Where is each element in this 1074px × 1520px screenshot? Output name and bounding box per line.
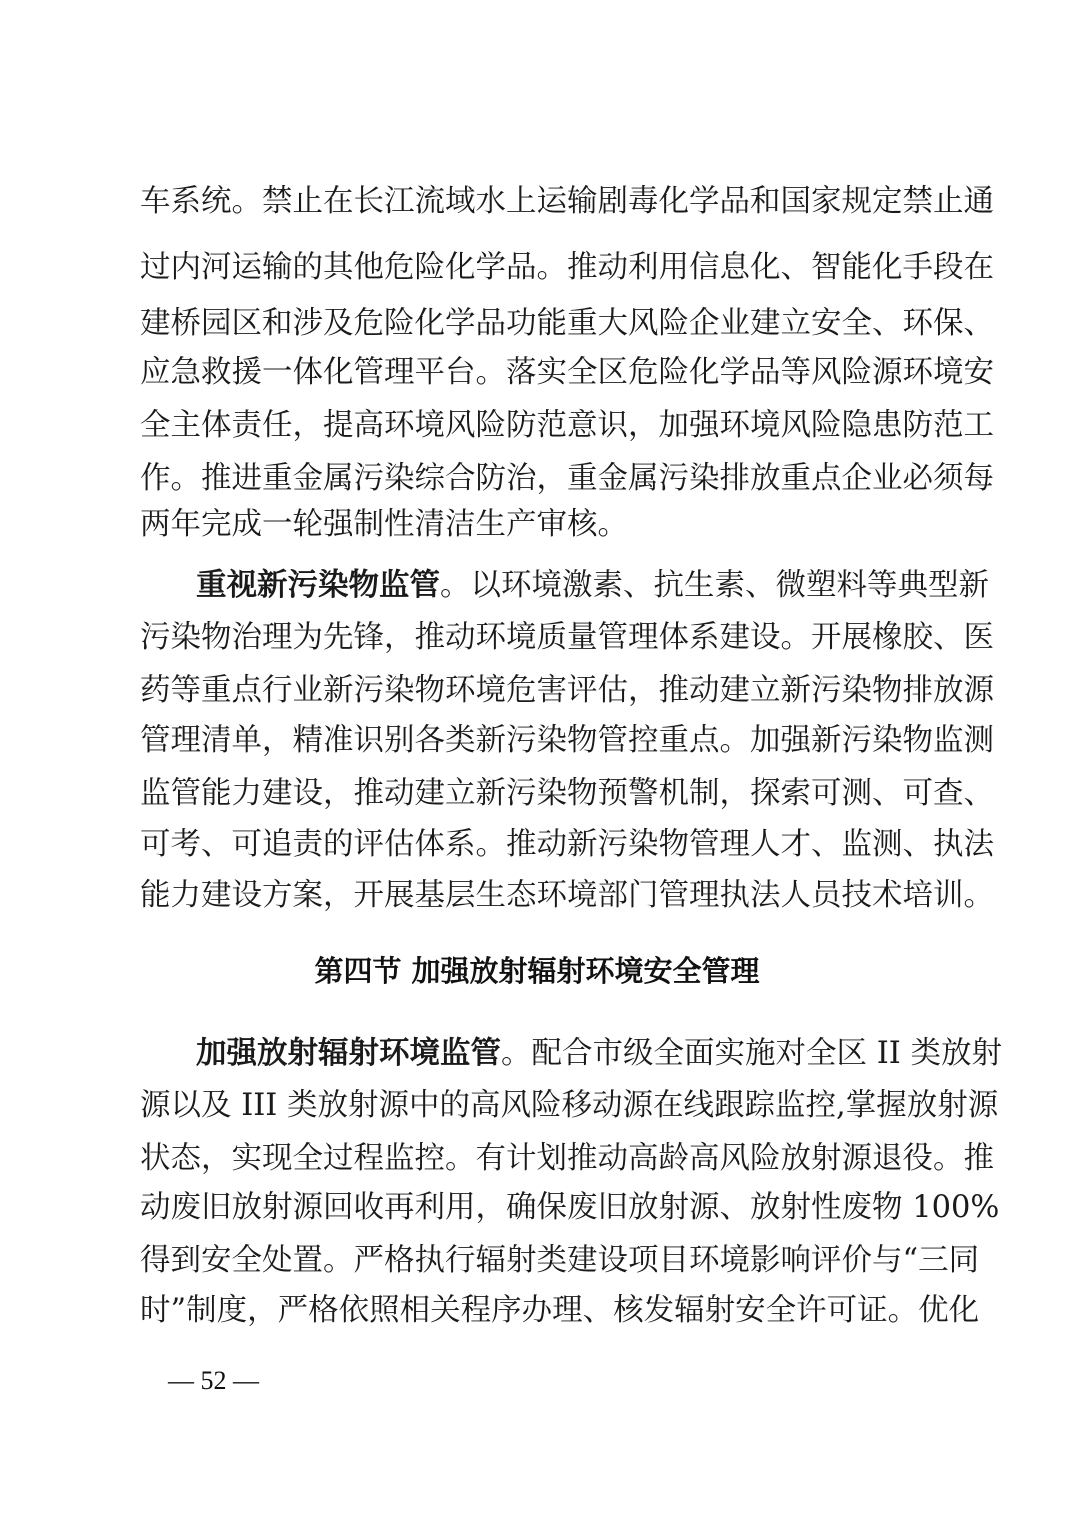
paragraph-lead-heading: 重视新污染物监管 <box>196 568 440 603</box>
paragraph-line: 污染物治理为先锋，推动环境质量管理体系建设。开展橡胶、医 <box>140 620 994 655</box>
paragraph-line: 能力建设方案，开展基层生态环境部门管理执法人员技术培训。 <box>140 878 994 913</box>
paragraph-line: 时”制度，严格依照相关程序办理、核发辐射安全许可证。优化 <box>140 1293 980 1328</box>
paragraph-text: 。以环境激素、抗生素、微塑料等典型新 <box>440 568 989 603</box>
section-heading: 第四节 加强放射辐射环境安全管理 <box>314 954 760 988</box>
paragraph-line: 药等重点行业新污染物环境危害评估，推动建立新污染物排放源 <box>140 673 994 708</box>
paragraph-line: 监管能力建设，推动建立新污染物预警机制，探索可测、可查、 <box>140 776 994 811</box>
paragraph-line: 状态，实现全过程监控。有计划推动高龄高风险放射源退役。推 <box>140 1141 994 1176</box>
paragraph-line: 得到安全处置。严格执行辐射类建设项目环境影响评价与“三同 <box>140 1243 980 1278</box>
paragraph-line: 可考、可追责的评估体系。推动新污染物管理人才、监测、执法 <box>140 827 994 862</box>
paragraph-lead-heading: 加强放射辐射环境监管 <box>196 1036 501 1071</box>
paragraph-first-line <box>196 565 989 607</box>
paragraph-first-line <box>196 1033 1002 1075</box>
paragraph-line: 建桥园区和涉及危险化学品功能重大风险企业建立安全、环保、 <box>140 306 994 341</box>
paragraph-line: 车系统。禁止在长江流域水上运输剧毒化学品和国家规定禁止通 <box>140 184 994 219</box>
paragraph-line: 全主体责任，提高环境风险防范意识，加强环境风险隐患防范工 <box>140 408 994 443</box>
paragraph-line: 作。推进重金属污染综合防治，重金属污染排放重点企业必须每 <box>140 461 994 496</box>
paragraph-line: 源以及 III 类放射源中的高风险移动源在线跟踪监控,掌握放射源 <box>140 1088 999 1123</box>
paragraph-line: 应急救援一体化管理平台。落实全区危险化学品等风险源环境安 <box>140 355 994 390</box>
paragraph-line: 管理清单，精准识别各类新污染物管控重点。加强新污染物监测 <box>140 723 994 758</box>
paragraph-line: 过内河运输的其他危险化学品。推动利用信息化、智能化手段在 <box>140 250 994 285</box>
paragraph-text: 。配合市级全面实施对全区 II 类放射 <box>501 1036 1002 1071</box>
page-number: — 52 — <box>168 1366 259 1395</box>
paragraph-line: 两年完成一轮强制性清洁生产审核。 <box>140 507 628 542</box>
paragraph-line: 动废旧放射源回收再利用，确保废旧放射源、放射性废物 100% <box>140 1190 1000 1225</box>
